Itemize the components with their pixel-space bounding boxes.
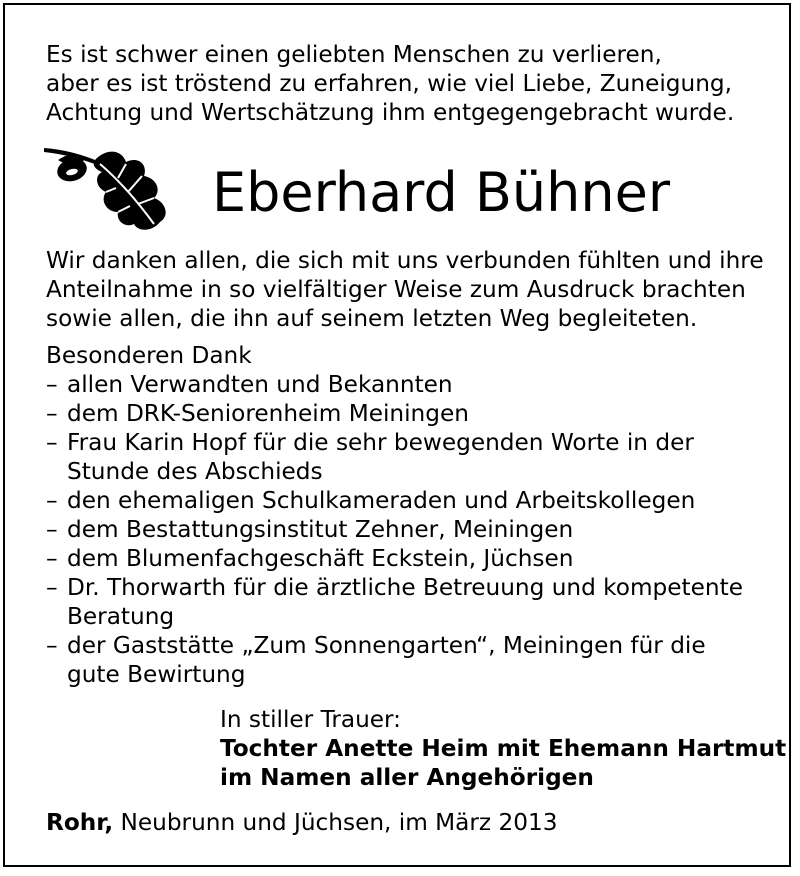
dash: –	[46, 516, 58, 543]
list-item-continuation: gute Bewirtung	[67, 661, 246, 688]
signature-name: Tochter Anette Heim mit Ehemann Hartmut	[220, 735, 787, 762]
special-thanks-heading: Besonderen Dank	[46, 342, 252, 369]
list-item	[46, 486, 743, 515]
list-item-continuation: Beratung	[67, 603, 175, 630]
list-item-text: Frau Karin Hopf für die sehr bewegenden Worte in der	[67, 429, 694, 456]
thanks-line: Anteilnahme in so vielfältiger Weise zum Ausdruck brachten	[46, 276, 746, 303]
dash: –	[46, 400, 58, 427]
dash: –	[46, 371, 58, 398]
signature-relatives: im Namen aller Angehörigen	[220, 764, 594, 791]
footer-place-bold: Rohr,	[46, 809, 114, 836]
list-item-text: dem DRK-Seniorenheim Meiningen	[67, 400, 469, 427]
list-item	[46, 515, 743, 544]
thanks-line: sowie allen, die ihn auf seinem letzten Weg begleiteten.	[46, 305, 698, 332]
list-item-text: dem Blumenfachgeschäft Eckstein, Jüchsen	[67, 545, 574, 572]
list-item-text: dem Bestattungsinstitut Zehner, Meiningen	[67, 516, 574, 543]
footer-place-date	[46, 808, 557, 837]
footer-place-rest: Neubrunn und Jüchsen, im März 2013	[113, 809, 558, 836]
intro-line: Achtung und Wertschätzung ihm entgegengebracht wurde.	[46, 99, 735, 126]
intro-line: Es ist schwer einen geliebten Menschen zu verlieren,	[46, 41, 662, 68]
dash: –	[46, 632, 58, 659]
special-thanks-list	[46, 341, 743, 689]
oak-leaf-icon	[42, 142, 182, 234]
dash: –	[46, 545, 58, 572]
dash: –	[46, 574, 58, 601]
list-item	[46, 544, 743, 573]
list-item	[46, 399, 743, 428]
deceased-name: Eberhard Bühner	[212, 161, 671, 224]
thanks-line: Wir danken allen, die sich mit uns verbunden fühlten und ihre	[46, 247, 764, 274]
list-item	[46, 631, 743, 689]
list-item-text: allen Verwandten und Bekannten	[67, 371, 453, 398]
dash: –	[46, 429, 58, 456]
list-item	[46, 573, 743, 631]
list-item-text: der Gaststätte „Zum Sonnengarten“, Meiningen für die	[67, 632, 706, 659]
list-item	[46, 428, 743, 486]
signature-intro: In stiller Trauer:	[220, 706, 401, 733]
list-item	[46, 370, 743, 399]
thanks-text	[46, 246, 764, 333]
signature-block	[220, 705, 786, 792]
list-item-continuation: Stunde des Abschieds	[67, 458, 323, 485]
intro-text	[46, 40, 734, 127]
list-item-text: Dr. Thorwarth für die ärztliche Betreuung und kompetente	[67, 574, 743, 601]
intro-line: aber es ist tröstend zu erfahren, wie viel Liebe, Zuneigung,	[46, 70, 732, 97]
list-item-text: den ehemaligen Schulkameraden und Arbeitskollegen	[67, 487, 696, 514]
dash: –	[46, 487, 58, 514]
